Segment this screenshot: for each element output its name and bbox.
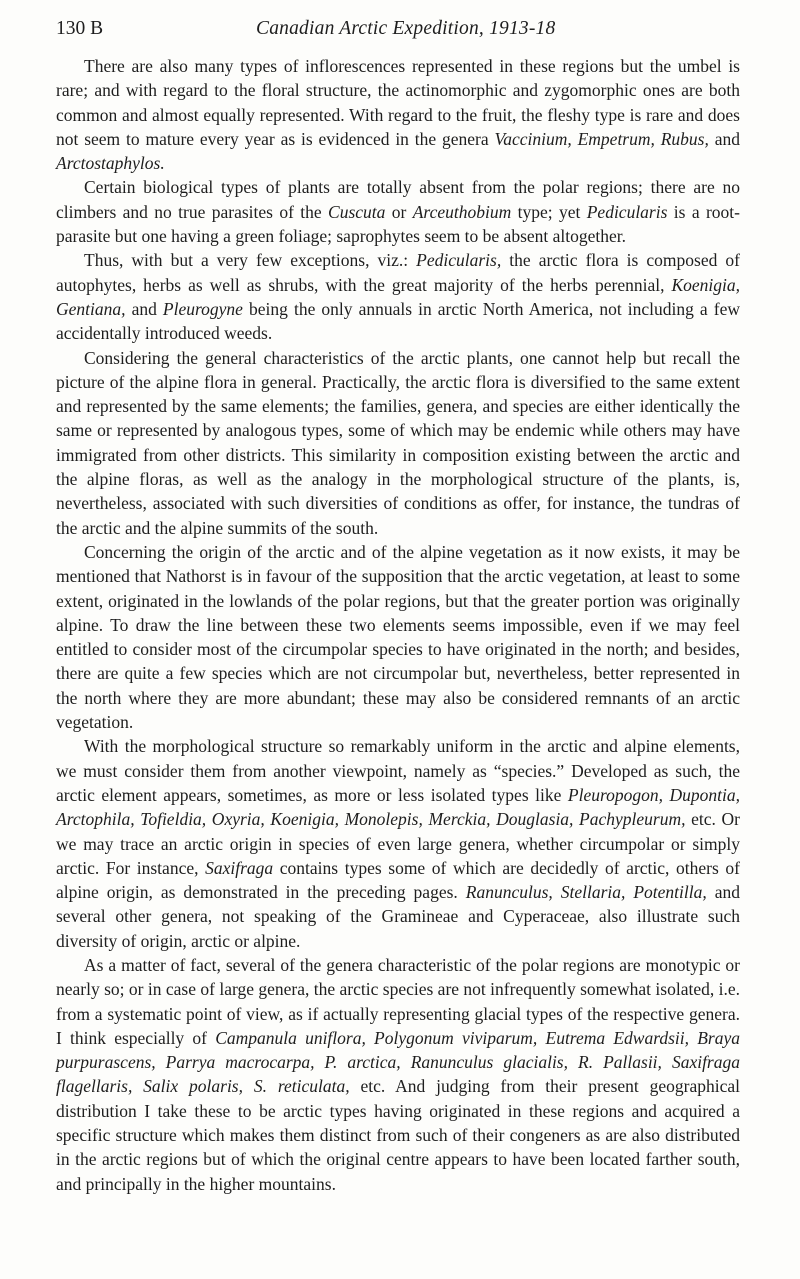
italic-text: Pedicularis xyxy=(586,201,668,222)
text-run: the arctic flora is composed of autophytes, herbs as well as shrubs, with the great majority of the herbs perennial, xyxy=(56,250,740,295)
text-run: etc. And judging from their present geographical distribution I take these to be arctic types having originated in these regions and acquired a specific structure which makes them distinct from such of their congeners as are also distributed in the arctic regions but of which the original centre appears to have been located farther south, and principally in the higher mountains. xyxy=(56,1076,740,1194)
text-run: Concerning the origin of the arctic and of the alpine vegetation as it now exists, it may be mentioned that Nathorst is in favour of the supposition that the arctic vegetation, at least to some extent, originated in the lowlands of the polar regions, but that the greater portion was originally alpine. To draw the line between these two elements seems impossible, even if we may feel entitled to consider most of the circumpolar species to have originated in the north; and besides, there are quite a few species which are not circumpolar but, nevertheless, better represented in the north where they are more abundant; these may also be considered remnants of an arctic vegetation. xyxy=(56,541,740,733)
paragraph xyxy=(56,734,740,953)
text-run: Considering the general characteristics of the arctic plants, one cannot help but recall the picture of the alpine flora in general. Practically, the arctic flora is diversified to the same extent and represented by the same elements; the families, genera, and species are either identically the same or represented by analogous types, some of which may be endemic while others may have immigrated from other districts. This similarity in composition existing between the arctic and the alpine floras, as well as the analogy in the morphological structure of the plants, is, nevertheless, associated with such diversities of conditions as offer, for instance, the tundras of the arctic and the alpine summits of the south. xyxy=(56,347,740,538)
italic-text: Cuscuta xyxy=(328,201,386,222)
text-run: With the morphological structure so remarkably uniform in the arctic and alpine elements, we must consider them from another viewpoint, namely as “species.” Developed as such, the arctic element appears, sometimes, as more or less isolated types like xyxy=(56,736,740,805)
text-run: and xyxy=(708,128,740,149)
body-text xyxy=(56,54,740,1196)
text-run: There are also many types of inflorescences represented in these regions but the umbel is rare; and with regard to the floral structure, the actinomorphic and zygomorphic ones are both common and almost equally represented. With regard to the fruit, the fleshy type is rare and does not seem to mature every year as is evidenced in the genera xyxy=(56,56,740,149)
italic-text: Vaccinium, Empetrum, Rubus, xyxy=(494,128,709,149)
page-number: 130 B xyxy=(56,18,104,39)
italic-text: Ranunculus, Stellaria, Potentilla, xyxy=(465,882,707,903)
italic-text: Pleuropogon, Dupontia, Arctophila, Tofieldia, Oxyria, Koenigia, Monolepis, Merckia, Douglasia, Pachypleurum, xyxy=(56,784,740,830)
paragraph xyxy=(56,248,740,345)
italic-text: Pedicularis, xyxy=(416,250,502,271)
italic-text: Campanula uniflora, Polygonum viviparum, Eutrema Edwardsii, Braya purpurascens, Parrya macrocarpa, P. arctica, Ranunculus glacialis, R. Pallasii, Saxifraga flagellaris, Salix polaris, S. reticulata, xyxy=(56,1027,740,1097)
text-run: Certain biological types of plants are totally absent from the polar regions; there are no climbers and no true parasites of the xyxy=(56,177,740,222)
italic-text: Arctostaphylos. xyxy=(56,153,165,174)
text-run: or xyxy=(385,201,413,222)
text-run: is a root-parasite but one having a green foliage; saprophytes seem to be absent altogether. xyxy=(56,201,740,247)
text-run: being the only annuals in arctic North America, not including a few accidentally introduced weeds. xyxy=(56,298,740,344)
italic-text: Saxifraga xyxy=(205,857,274,878)
paragraph xyxy=(56,953,740,1196)
text-run: type; yet xyxy=(511,201,587,222)
paragraph xyxy=(56,54,740,175)
running-head xyxy=(56,16,736,42)
running-title: Canadian Arctic Expedition, 1913-18 xyxy=(256,18,556,39)
text-run: and xyxy=(125,298,163,319)
paragraph xyxy=(56,346,740,540)
text-run: etc. Or we may trace an arctic origin in species of even large genera, whether circumpolar or simply arctic. For instance, xyxy=(56,809,741,878)
text-run: contains types some of which are decidedly of arctic, others of alpine origin, as demonstrated in the preceding pages. xyxy=(56,857,740,903)
text-run: As a matter of fact, several of the genera characteristic of the polar regions are monotypic or nearly so; or in case of large genera, the arctic species are not infrequently somewhat isolated, i.e. from a systematic point of view, as if actually representing glacial types of the respective genera. I think especially of xyxy=(56,954,740,1048)
paragraph xyxy=(56,175,740,248)
italic-text: Pleurogyne xyxy=(162,298,243,319)
text-run: Thus, with but a very few exceptions, viz.: xyxy=(84,250,417,271)
italic-text: Koenigia, Gentiana, xyxy=(56,274,740,319)
paragraph xyxy=(56,540,740,734)
text-run: and several other genera, not speaking of the Gramineae and Cyperaceae, also illustrate such diversity of origin, arctic or alpine. xyxy=(56,882,740,951)
italic-text: Arceuthobium xyxy=(412,201,512,222)
